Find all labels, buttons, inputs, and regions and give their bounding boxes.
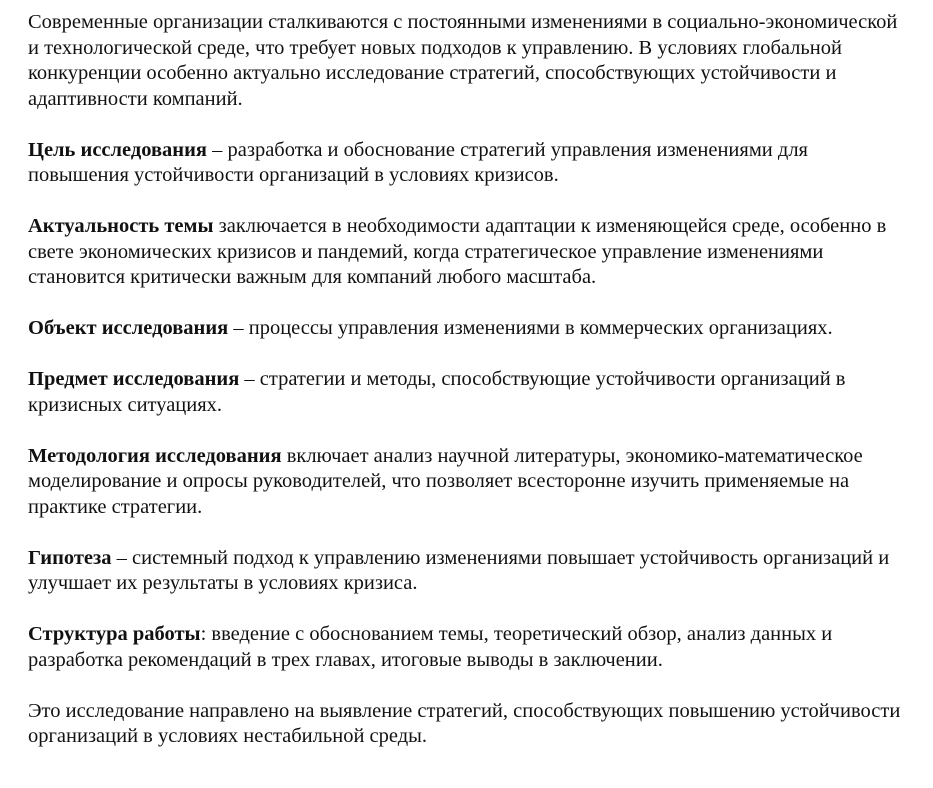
goal-paragraph (28, 138, 908, 189)
structure-paragraph (28, 622, 908, 673)
subject-paragraph (28, 367, 908, 418)
methodology-term: Методология исследования (28, 444, 282, 467)
conclusion-text: Это исследование направлено на выявление стратегий, способствующих повышению устойчивости организаций в условиях нестабильной среды. (28, 699, 901, 747)
hypothesis-paragraph (28, 546, 908, 597)
relevance-text: заключается в необходимости адаптации к изменяющейся среде, особенно в свете экономических кризисов и пандемий, когда стратегическое управление изменениями становится критически важным для компаний любого масштаба. (28, 215, 887, 288)
object-text: – процессы управления изменениями в коммерческих организациях. (228, 317, 833, 339)
relevance-paragraph (28, 214, 908, 291)
goal-text: – разработка и обоснование стратегий управления изменениями для повышения устойчивости организаций в условиях кризисов. (28, 138, 808, 186)
subject-term: Предмет исследования (28, 368, 240, 390)
intro-paragraph (28, 10, 908, 112)
methodology-paragraph (28, 444, 908, 521)
structure-term: Структура работы (28, 623, 201, 645)
methodology-text: включает анализ научной литературы, экономико-математическое моделирование и опросы руководителей, что позволяет всесторонне изучить применяемые на практике стратегии. (28, 444, 863, 518)
hypothesis-text: – системный подход к управлению изменениями повышает устойчивость организаций и улучшает их результаты в условиях кризиса. (28, 546, 890, 594)
relevance-term: Актуальность темы (28, 215, 214, 237)
goal-term: Цель исследования (28, 138, 207, 161)
subject-text: – стратегии и методы, способствующие устойчивости организаций в кризисных ситуациях. (28, 368, 846, 416)
document-body (28, 10, 908, 775)
intro-text: Современные организации сталкиваются с постоянными изменениями в социально-экономической и технологической среде, что требует новых подходов к управлению. В условиях глобальной конкуренции особенно актуально исследование стратегий, способствующих устойчивости и адаптивности компаний. (28, 11, 898, 110)
conclusion-paragraph (28, 699, 908, 750)
hypothesis-term: Гипотеза (28, 546, 112, 569)
object-term: Объект исследования (28, 317, 229, 339)
object-paragraph (28, 316, 908, 342)
structure-text: : введение с обоснованием темы, теоретический обзор, анализ данных и разработка рекомендаций в трех главах, итоговые выводы в заключении. (28, 623, 833, 671)
